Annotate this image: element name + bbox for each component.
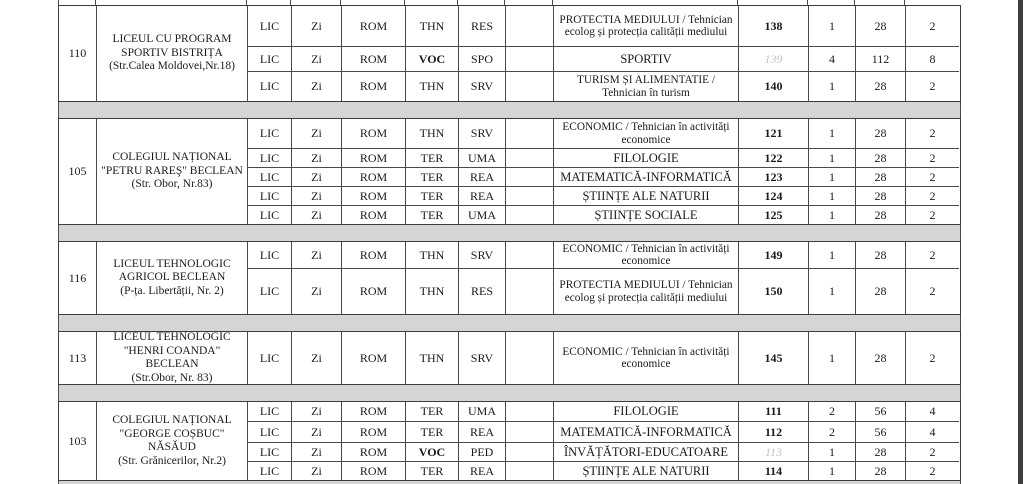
level-cell: LIC: [247, 402, 291, 421]
profile-cell: SPO: [458, 46, 505, 71]
cropped-cell: [58, 0, 95, 5]
level-cell: LIC: [247, 167, 291, 186]
code-cell: 150: [738, 268, 808, 314]
slots-cell: 2: [905, 119, 959, 148]
profile-cell: SRV: [458, 71, 505, 101]
profile-cell: RES: [458, 6, 505, 46]
slots-cell: 2: [905, 71, 959, 101]
profile-cell: UMA: [458, 205, 505, 224]
specialization-cell: FILOLOGIE: [553, 148, 738, 167]
level-cell: LIC: [247, 442, 291, 461]
seats-cell: 56: [855, 421, 905, 442]
form-cell: Zi: [291, 461, 341, 480]
profile-cell: PED: [458, 442, 505, 461]
form-cell: Zi: [291, 421, 341, 442]
form-cell: Zi: [291, 6, 341, 46]
spacer-cell: [505, 205, 553, 224]
specialization-cell: TURISM ȘI ALIMENTATIE / Tehnician în turism: [553, 71, 738, 101]
classes-cell: 1: [808, 205, 855, 224]
classes-cell: 1: [808, 71, 855, 101]
classes-cell: 4: [808, 46, 855, 71]
school-name: COLEGIUL NAȚIONAL "PETRU RAREŞ" BECLEAN: [101, 151, 243, 177]
language-cell: ROM: [341, 421, 405, 442]
level-cell: LIC: [247, 242, 291, 268]
seats-cell: 28: [855, 148, 905, 167]
form-cell: Zi: [291, 167, 341, 186]
classes-cell: 1: [808, 268, 855, 314]
spacer-cell: [505, 167, 553, 186]
slots-cell: 2: [905, 6, 959, 46]
level-cell: LIC: [247, 6, 291, 46]
track-cell: TER: [405, 186, 458, 205]
form-cell: Zi: [291, 186, 341, 205]
slots-cell: 2: [905, 167, 959, 186]
language-cell: ROM: [341, 71, 405, 101]
slots-cell: 4: [905, 402, 959, 421]
page-edge-bar: [1018, 0, 1023, 484]
slots-cell: 2: [905, 186, 959, 205]
seats-cell: 28: [855, 6, 905, 46]
cropped-cell: [854, 0, 904, 5]
cropped-row-top: [58, 0, 961, 5]
code-cell: 122: [738, 148, 808, 167]
school-number: 105: [68, 164, 87, 178]
group-separator-band: [58, 225, 961, 241]
form-cell: Zi: [291, 46, 341, 71]
profile-cell: REA: [458, 167, 505, 186]
code-cell: 125: [738, 205, 808, 224]
specialization-cell: ECONOMIC / Tehnician în activități economice: [553, 332, 738, 384]
track-cell: THN: [405, 119, 458, 148]
level-cell: LIC: [247, 461, 291, 480]
form-cell: Zi: [291, 205, 341, 224]
school-number: 110: [68, 46, 87, 60]
slots-cell: 2: [905, 461, 959, 480]
specialization-cell: PROTECTIA MEDIULUI / Tehnician ecolog și protecția calității mediului: [553, 6, 738, 46]
specialization-cell: ȘTIINȚE SOCIALE: [553, 205, 738, 224]
school-address: (Str.Obor, Nr. 83): [131, 371, 213, 384]
profile-cell: SRV: [458, 119, 505, 148]
code-cell: 114: [738, 461, 808, 480]
school-group: [58, 5, 961, 102]
cropped-cell: [807, 0, 854, 5]
language-cell: ROM: [341, 119, 405, 148]
slots-cell: 2: [905, 332, 959, 384]
classes-cell: 1: [808, 461, 855, 480]
school-cell: [96, 332, 247, 384]
school-group: [58, 118, 961, 225]
seats-cell: 28: [855, 71, 905, 101]
school-group: [58, 331, 961, 385]
spacer-cell: [505, 186, 553, 205]
school-name: COLEGIUL NAȚIONAL "GEORGE COȘBUC" NĂSĂUD: [112, 414, 232, 453]
school-cell: [96, 242, 247, 314]
cropped-cell: [404, 0, 457, 5]
track-cell: THN: [405, 242, 458, 268]
classes-cell: 1: [808, 186, 855, 205]
form-cell: Zi: [291, 268, 341, 314]
profile-cell: RES: [458, 268, 505, 314]
seats-cell: 28: [855, 242, 905, 268]
profile-cell: SRV: [458, 242, 505, 268]
classes-cell: 1: [808, 6, 855, 46]
school-group: [58, 401, 961, 481]
level-cell: LIC: [247, 119, 291, 148]
language-cell: ROM: [341, 461, 405, 480]
track-cell: TER: [405, 402, 458, 421]
classes-cell: 1: [808, 242, 855, 268]
track-cell: VOC: [405, 46, 458, 71]
seats-cell: 112: [855, 46, 905, 71]
school-number: 116: [68, 270, 87, 285]
language-cell: ROM: [341, 242, 405, 268]
cropped-cell: [552, 0, 737, 5]
seats-cell: 56: [855, 402, 905, 421]
spacer-cell: [505, 268, 553, 314]
track-cell: THN: [405, 71, 458, 101]
form-cell: Zi: [291, 442, 341, 461]
school-address: (P-ța. Libertății, Nr. 2): [120, 284, 224, 297]
track-cell: THN: [405, 332, 458, 384]
track-cell: TER: [405, 205, 458, 224]
seats-cell: 28: [855, 186, 905, 205]
slots-cell: 2: [905, 205, 959, 224]
spacer-cell: [505, 148, 553, 167]
slots-cell: 2: [905, 242, 959, 268]
school-name: LICEUL TEHNOLOGIC AGRICOL BECLEAN: [113, 257, 231, 284]
profile-cell: UMA: [458, 148, 505, 167]
spacer-cell: [505, 442, 553, 461]
school-address: (Str. Obor, Nr.83): [131, 178, 213, 191]
level-cell: LIC: [247, 148, 291, 167]
code-cell: 121: [738, 119, 808, 148]
spacer-cell: [505, 71, 553, 101]
school-address: (Str.Calea Moldovei,Nr.18): [109, 60, 235, 73]
school-number: 103: [68, 433, 87, 448]
level-cell: LIC: [247, 268, 291, 314]
school-name: LICEUL CU PROGRAM SPORTIV BISTRIȚA: [112, 33, 232, 59]
track-cell: VOC: [405, 442, 458, 461]
language-cell: ROM: [341, 402, 405, 421]
spacer-cell: [505, 421, 553, 442]
language-cell: ROM: [341, 167, 405, 186]
profile-cell: REA: [458, 421, 505, 442]
code-cell: 149: [738, 242, 808, 268]
cropped-cell: [457, 0, 504, 5]
seats-cell: 28: [855, 442, 905, 461]
code-cell: 124: [738, 186, 808, 205]
spacer-cell: [505, 461, 553, 480]
profile-cell: REA: [458, 461, 505, 480]
level-cell: LIC: [247, 71, 291, 101]
level-cell: LIC: [247, 186, 291, 205]
spacer-cell: [505, 119, 553, 148]
level-cell: LIC: [247, 205, 291, 224]
code-cell: 123: [738, 167, 808, 186]
track-cell: THN: [405, 268, 458, 314]
classes-cell: 2: [808, 421, 855, 442]
cropped-cell: [290, 0, 340, 5]
track-cell: TER: [405, 167, 458, 186]
form-cell: Zi: [291, 242, 341, 268]
language-cell: ROM: [341, 268, 405, 314]
spacer-cell: [505, 332, 553, 384]
school-cell: [96, 402, 247, 480]
school-cell: [96, 119, 247, 224]
school-number: 113: [68, 350, 87, 365]
language-cell: ROM: [341, 148, 405, 167]
code-cell: 112: [738, 421, 808, 442]
slots-cell: 2: [905, 442, 959, 461]
form-cell: Zi: [291, 119, 341, 148]
specialization-cell: MATEMATICĂ-INFORMATICĂ: [553, 167, 738, 186]
classes-cell: 1: [808, 148, 855, 167]
group-separator-band: [58, 385, 961, 401]
slots-cell: 4: [905, 421, 959, 442]
seats-cell: 28: [855, 332, 905, 384]
specialization-cell: ÎNVĂȚĂTORI-EDUCATOARE: [553, 442, 738, 461]
school-name: LICEUL TEHNOLOGIC "HENRI COANDA" BECLEAN: [113, 332, 231, 370]
specialization-cell: ȘTIINȚE ALE NATURII: [553, 461, 738, 480]
specialization-cell: FILOLOGIE: [553, 402, 738, 421]
code-cell: 111: [738, 402, 808, 421]
track-cell: TER: [405, 148, 458, 167]
form-cell: Zi: [291, 332, 341, 384]
cropped-cell: [737, 0, 807, 5]
code-cell: 138: [738, 6, 808, 46]
seats-cell: 28: [855, 268, 905, 314]
specialization-cell: ECONOMIC / Tehnician în activități economice: [553, 242, 738, 268]
slots-cell: 2: [905, 268, 959, 314]
profile-cell: SRV: [458, 332, 505, 384]
cropped-cell: [504, 0, 552, 5]
specialization-cell: SPORTIV: [553, 46, 738, 71]
spacer-cell: [505, 46, 553, 71]
cropped-cell: [95, 0, 246, 5]
form-cell: Zi: [291, 71, 341, 101]
cropped-cell: [340, 0, 404, 5]
code-cell: 145: [738, 332, 808, 384]
seats-cell: 28: [855, 119, 905, 148]
school-address: (Str. Grănicerilor, Nr.2): [118, 454, 226, 467]
language-cell: ROM: [341, 186, 405, 205]
classes-cell: 1: [808, 442, 855, 461]
language-cell: ROM: [341, 46, 405, 71]
specialization-cell: MATEMATICĂ-INFORMATICĂ: [553, 421, 738, 442]
form-cell: Zi: [291, 402, 341, 421]
level-cell: LIC: [247, 421, 291, 442]
school-cell: [96, 6, 247, 101]
code-cell: 139: [738, 46, 808, 71]
school-group: [58, 241, 961, 315]
level-cell: LIC: [247, 46, 291, 71]
spacer-cell: [505, 402, 553, 421]
classes-cell: 1: [808, 119, 855, 148]
classes-cell: 2: [808, 402, 855, 421]
slots-cell: 2: [905, 148, 959, 167]
specialization-cell: PROTECTIA MEDIULUI / Tehnician ecolog și protecția calității mediului: [553, 268, 738, 314]
seats-cell: 28: [855, 205, 905, 224]
classes-cell: 1: [808, 332, 855, 384]
specialization-cell: ȘTIINȚE ALE NATURII: [553, 186, 738, 205]
seats-cell: 28: [855, 167, 905, 186]
form-cell: Zi: [291, 148, 341, 167]
track-cell: THN: [405, 6, 458, 46]
group-separator-band: [58, 102, 961, 118]
classes-cell: 1: [808, 167, 855, 186]
code-cell: 113: [738, 442, 808, 461]
track-cell: TER: [405, 461, 458, 480]
language-cell: ROM: [341, 332, 405, 384]
level-cell: LIC: [247, 332, 291, 384]
specialization-cell: ECONOMIC / Tehnician în activități economice: [553, 119, 738, 148]
cropped-cell: [246, 0, 290, 5]
profile-cell: UMA: [458, 402, 505, 421]
spacer-cell: [505, 6, 553, 46]
cropped-cell: [904, 0, 958, 5]
admission-plan-table: [58, 0, 961, 484]
group-separator-band: [58, 315, 961, 331]
code-cell: 140: [738, 71, 808, 101]
profile-cell: REA: [458, 186, 505, 205]
language-cell: ROM: [341, 205, 405, 224]
language-cell: ROM: [341, 442, 405, 461]
seats-cell: 28: [855, 461, 905, 480]
slots-cell: 8: [905, 46, 959, 71]
track-cell: TER: [405, 421, 458, 442]
spacer-cell: [505, 242, 553, 268]
language-cell: ROM: [341, 6, 405, 46]
